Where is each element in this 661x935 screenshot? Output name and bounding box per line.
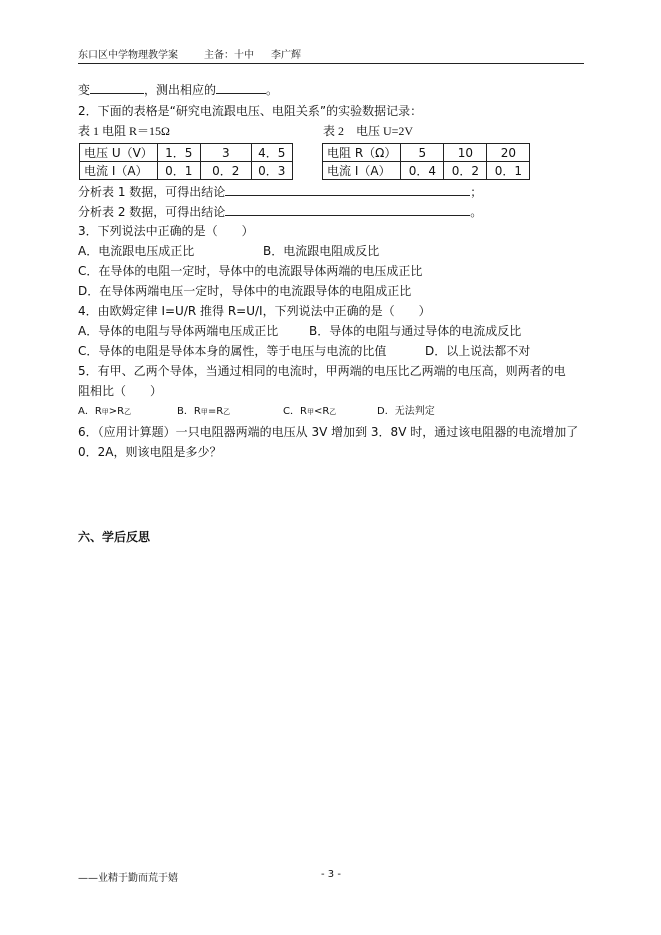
table-2-caption: 表 2 电压 U=2V — [323, 124, 414, 138]
table-cell: 0．2 — [444, 162, 487, 180]
option-a-compare: >R — [108, 406, 125, 417]
subscript-jia: 甲 — [306, 408, 314, 416]
blank-2 — [216, 81, 266, 94]
question-4-option-d: D．以上说法都不对 — [425, 344, 531, 358]
option-b-compare: =R — [207, 406, 224, 417]
question-3-option-b: B．电流跟电阻成反比 — [263, 244, 380, 258]
table-row — [323, 162, 530, 180]
analyze-2-end: 。 — [470, 205, 483, 219]
question-5-option-a — [78, 404, 131, 420]
blank-1 — [90, 81, 144, 94]
question-3-option-c: C．在导体的电阻一定时，导体中的电流跟导体两端的电压成正比 — [78, 264, 423, 278]
blank-3 — [225, 183, 470, 196]
question-2: 2．下面的表格是“研究电流跟电压、电阻关系”的实验数据记录： — [78, 104, 423, 118]
question-4: 4．由欧姆定律 I=U/R 推得 R=U/I，下列说法中正确的是（ ） — [78, 304, 431, 318]
table-cell: 3 — [200, 144, 251, 162]
table-2-row1-label: 电阻 R（Ω） — [323, 144, 401, 162]
question-5-option-b — [177, 404, 230, 420]
table-1 — [79, 143, 293, 180]
table-cell: 0．1 — [487, 162, 530, 180]
line-1-c: 。 — [266, 83, 279, 97]
table-cell: 0．4 — [401, 162, 444, 180]
question-6-line-1: 6．（应用计算题）一只电阻器两端的电压从 3V 增加到 3．8V 时，通过该电阻器的电流增加了 — [78, 425, 579, 439]
option-a-text: A．R — [78, 406, 102, 417]
analyze-table-1 — [78, 183, 482, 200]
header-author: 李广辉 — [271, 50, 301, 61]
table-row — [323, 144, 530, 162]
subscript-yi: 乙 — [329, 408, 337, 416]
table-2 — [322, 143, 530, 180]
line-1 — [78, 81, 278, 98]
question-5-line-2: 阻相比（ ） — [78, 384, 163, 398]
question-6-line-2: 0．2A，则该电阻是多少？ — [78, 445, 222, 459]
question-4-option-a: A．导体的电阻与导体两端电压成正比 — [78, 324, 279, 338]
table-cell: 4．5 — [251, 144, 292, 162]
section-reflection-heading: 六、学后反思 — [78, 530, 151, 544]
table-2-row2-label: 电流 I（A） — [323, 162, 401, 180]
analyze-1-end: ； — [470, 185, 483, 199]
table-cell: 20 — [487, 144, 530, 162]
table-cell: 1．5 — [157, 144, 200, 162]
question-3-option-d: D．在导体两端电压一定时，导体中的电流跟导体的电阻成正比 — [78, 284, 412, 298]
table-1-row2-label: 电流 I（A） — [80, 162, 158, 180]
subscript-yi: 乙 — [223, 408, 231, 416]
table-row — [80, 144, 293, 162]
analyze-2-label: 分析表 2 数据，可得出结论 — [78, 205, 226, 219]
question-5-option-d: D．无法判定 — [377, 406, 435, 417]
table-cell: 0．3 — [251, 162, 292, 180]
table-row — [80, 162, 293, 180]
header-editor: 主备：十中 — [204, 50, 254, 61]
question-3: 3．下列说法中正确的是（ ） — [78, 224, 254, 238]
option-b-text: B．R — [177, 406, 201, 417]
table-cell: 5 — [401, 144, 444, 162]
table-cell: 10 — [444, 144, 487, 162]
option-c-compare: <R — [313, 406, 330, 417]
question-5-line-1: 5．有甲、乙两个导体，当通过相同的电流时，甲两端的电压比乙两端的电压高，则两者的电 — [78, 364, 566, 378]
option-c-text: C．R — [283, 406, 307, 417]
footer-motto: ——业精于勤而荒于嬉 — [78, 873, 178, 884]
header-rule — [78, 63, 584, 64]
table-cell: 0．1 — [157, 162, 200, 180]
table-1-row1-label: 电压 U（V） — [80, 144, 158, 162]
subscript-yi: 乙 — [124, 408, 132, 416]
subscript-jia: 甲 — [200, 408, 208, 416]
analyze-1-label: 分析表 1 数据，可得出结论 — [78, 185, 226, 199]
table-cell: 0．2 — [200, 162, 251, 180]
blank-4 — [225, 203, 470, 216]
analyze-table-2 — [78, 203, 482, 220]
line-1-a: 变 — [78, 83, 91, 97]
header-school: 东口区中学物理教学案 — [78, 50, 178, 61]
table-1-caption: 表 1 电阻 R＝15Ω — [78, 124, 170, 138]
question-4-option-c: C．导体的电阻是导体本身的属性，等于电压与电流的比值 — [78, 344, 387, 358]
footer-page-number: - 3 - — [321, 869, 341, 880]
question-5-option-c — [283, 404, 336, 420]
line-1-b: ，测出相应的 — [144, 83, 217, 97]
subscript-jia: 甲 — [101, 408, 109, 416]
question-3-option-a: A．电流跟电压成正比 — [78, 244, 195, 258]
question-4-option-b: B．导体的电阻与通过导体的电流成反比 — [309, 324, 522, 338]
